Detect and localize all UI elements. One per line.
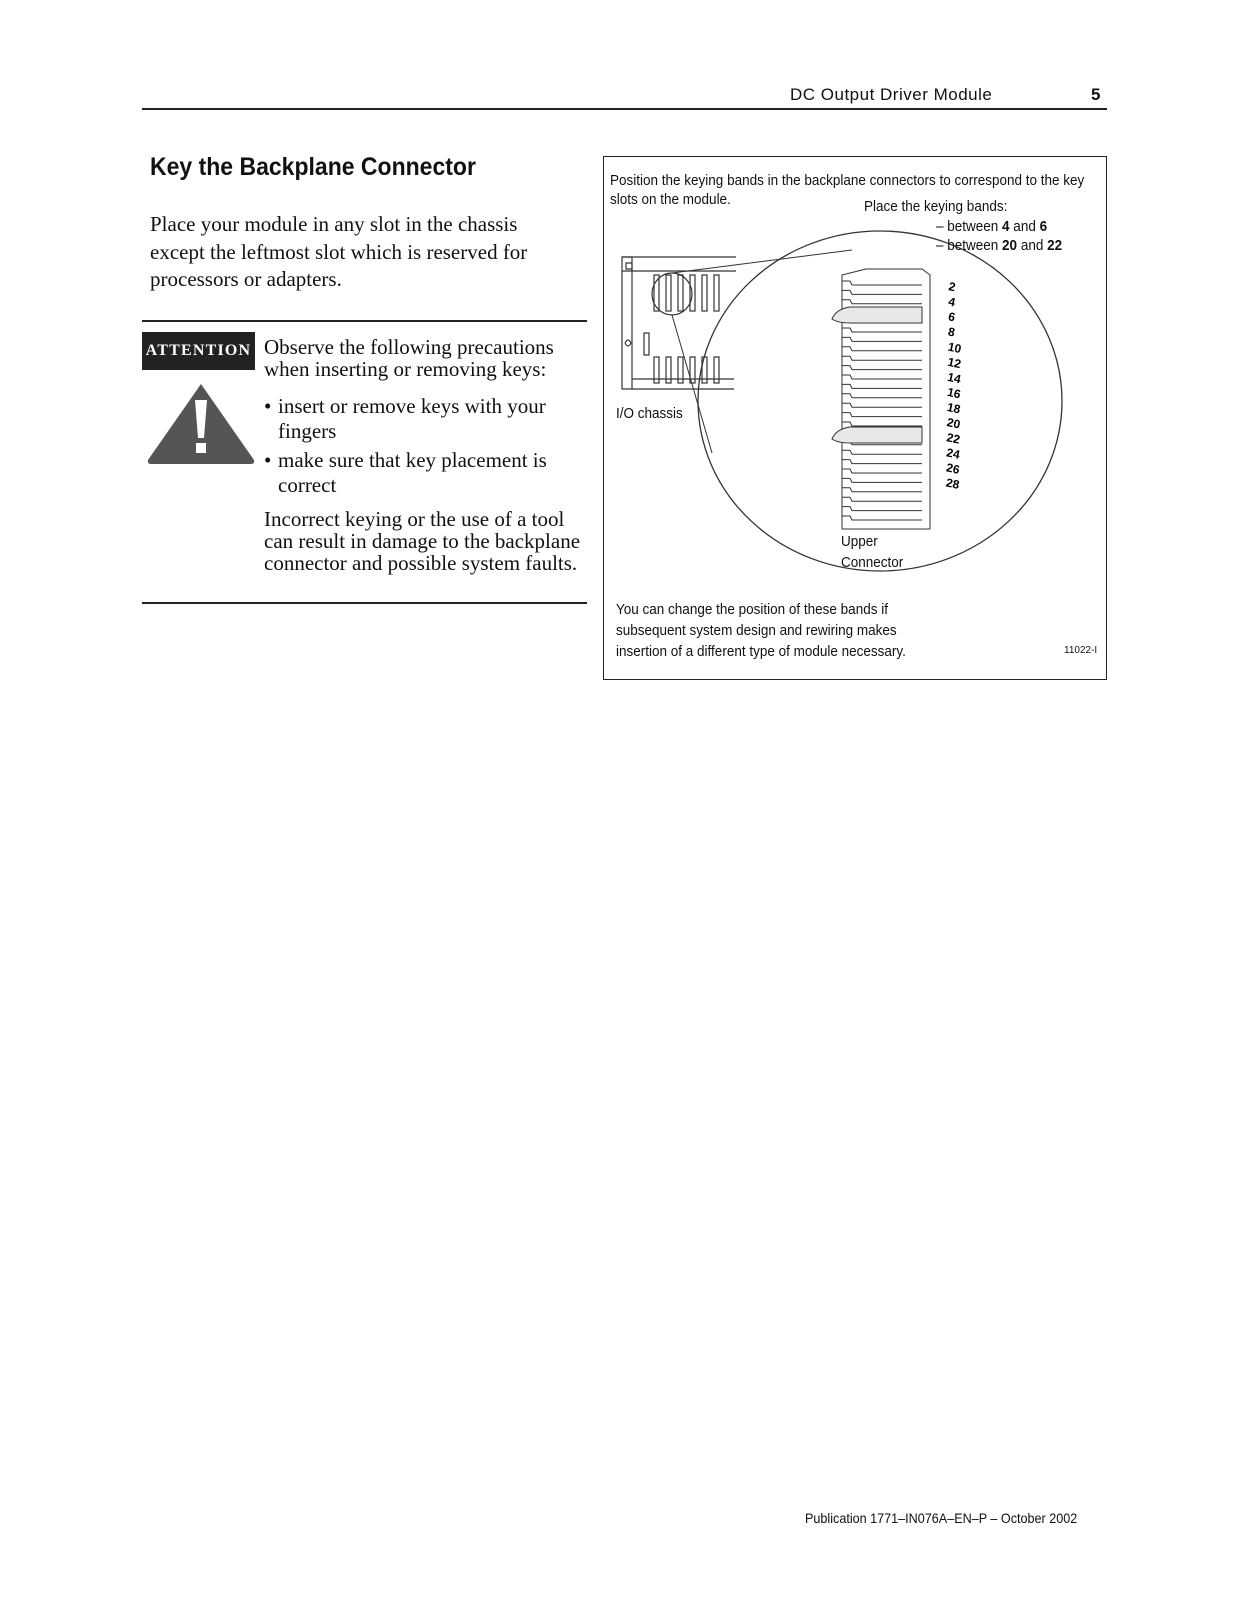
keying-figure (603, 156, 1107, 680)
section-title: Key the Backplane Connector (150, 153, 476, 181)
upper-connector-drawing (832, 269, 930, 529)
connector-number: 26 (944, 460, 961, 477)
keying-band-2: – between 20 and 22 (936, 237, 1063, 254)
connector-number: 20 (945, 415, 962, 432)
connector-number: 10 (946, 339, 963, 357)
figure-caption-bottom: You can change the position of these bands if subsequent system design and rewiring makes insertion of a different type of module necessary. (616, 601, 906, 660)
connector-label-line1: Upper (841, 533, 878, 550)
connector-number: 8 (946, 324, 957, 340)
attention-text (264, 336, 584, 574)
attention-bullet: • make sure that key placement is correct (264, 448, 584, 498)
attention-lead: Observe the following precautions when inserting or removing keys: (264, 335, 554, 381)
connector-label-line2: Connector (841, 554, 904, 571)
connector-number: 22 (945, 430, 962, 447)
attention-warning: Incorrect keying or the use of a tool can result in damage to the backplane connector and possible system faults. (264, 507, 581, 575)
connector-number: 24 (945, 445, 962, 462)
keying-heading: Place the keying bands: (864, 198, 1008, 215)
figure-id: 11022-I (1064, 645, 1098, 656)
attention-bullet: • insert or remove keys with your fingers (264, 394, 584, 444)
warning-triangle-icon (144, 380, 258, 466)
publication-footer: Publication 1771–IN076A–EN–P – October 2002 (805, 1510, 1078, 1526)
connector-number: 28 (944, 475, 961, 493)
connector-number: 6 (946, 309, 957, 325)
connector-number: 4 (947, 294, 957, 310)
attention-bullets (264, 394, 584, 498)
connector-number: 16 (945, 384, 962, 402)
running-title: DC Output Driver Module (790, 85, 993, 104)
figure-caption-top: Position the keying bands in the backplane connectors to correspond to the key slots on the module. (610, 172, 1085, 208)
attention-top-rule (142, 320, 587, 322)
chassis-label: I/O chassis (616, 405, 683, 422)
intro-paragraph: Place your module in any slot in the chassis except the leftmost slot which is reserved for processors or adapters. (150, 212, 528, 291)
page-number: 5 (1091, 85, 1101, 104)
header-rule (142, 108, 1107, 110)
connector-number: 14 (946, 369, 963, 387)
attention-bottom-rule (142, 602, 587, 604)
connector-numbers (945, 279, 963, 492)
connector-number: 12 (946, 354, 963, 372)
attention-badge: ATTENTION (142, 332, 255, 370)
connector-number: 2 (947, 279, 957, 295)
keying-band-1: – between 4 and 6 (936, 218, 1048, 235)
connector-number: 18 (945, 400, 962, 417)
